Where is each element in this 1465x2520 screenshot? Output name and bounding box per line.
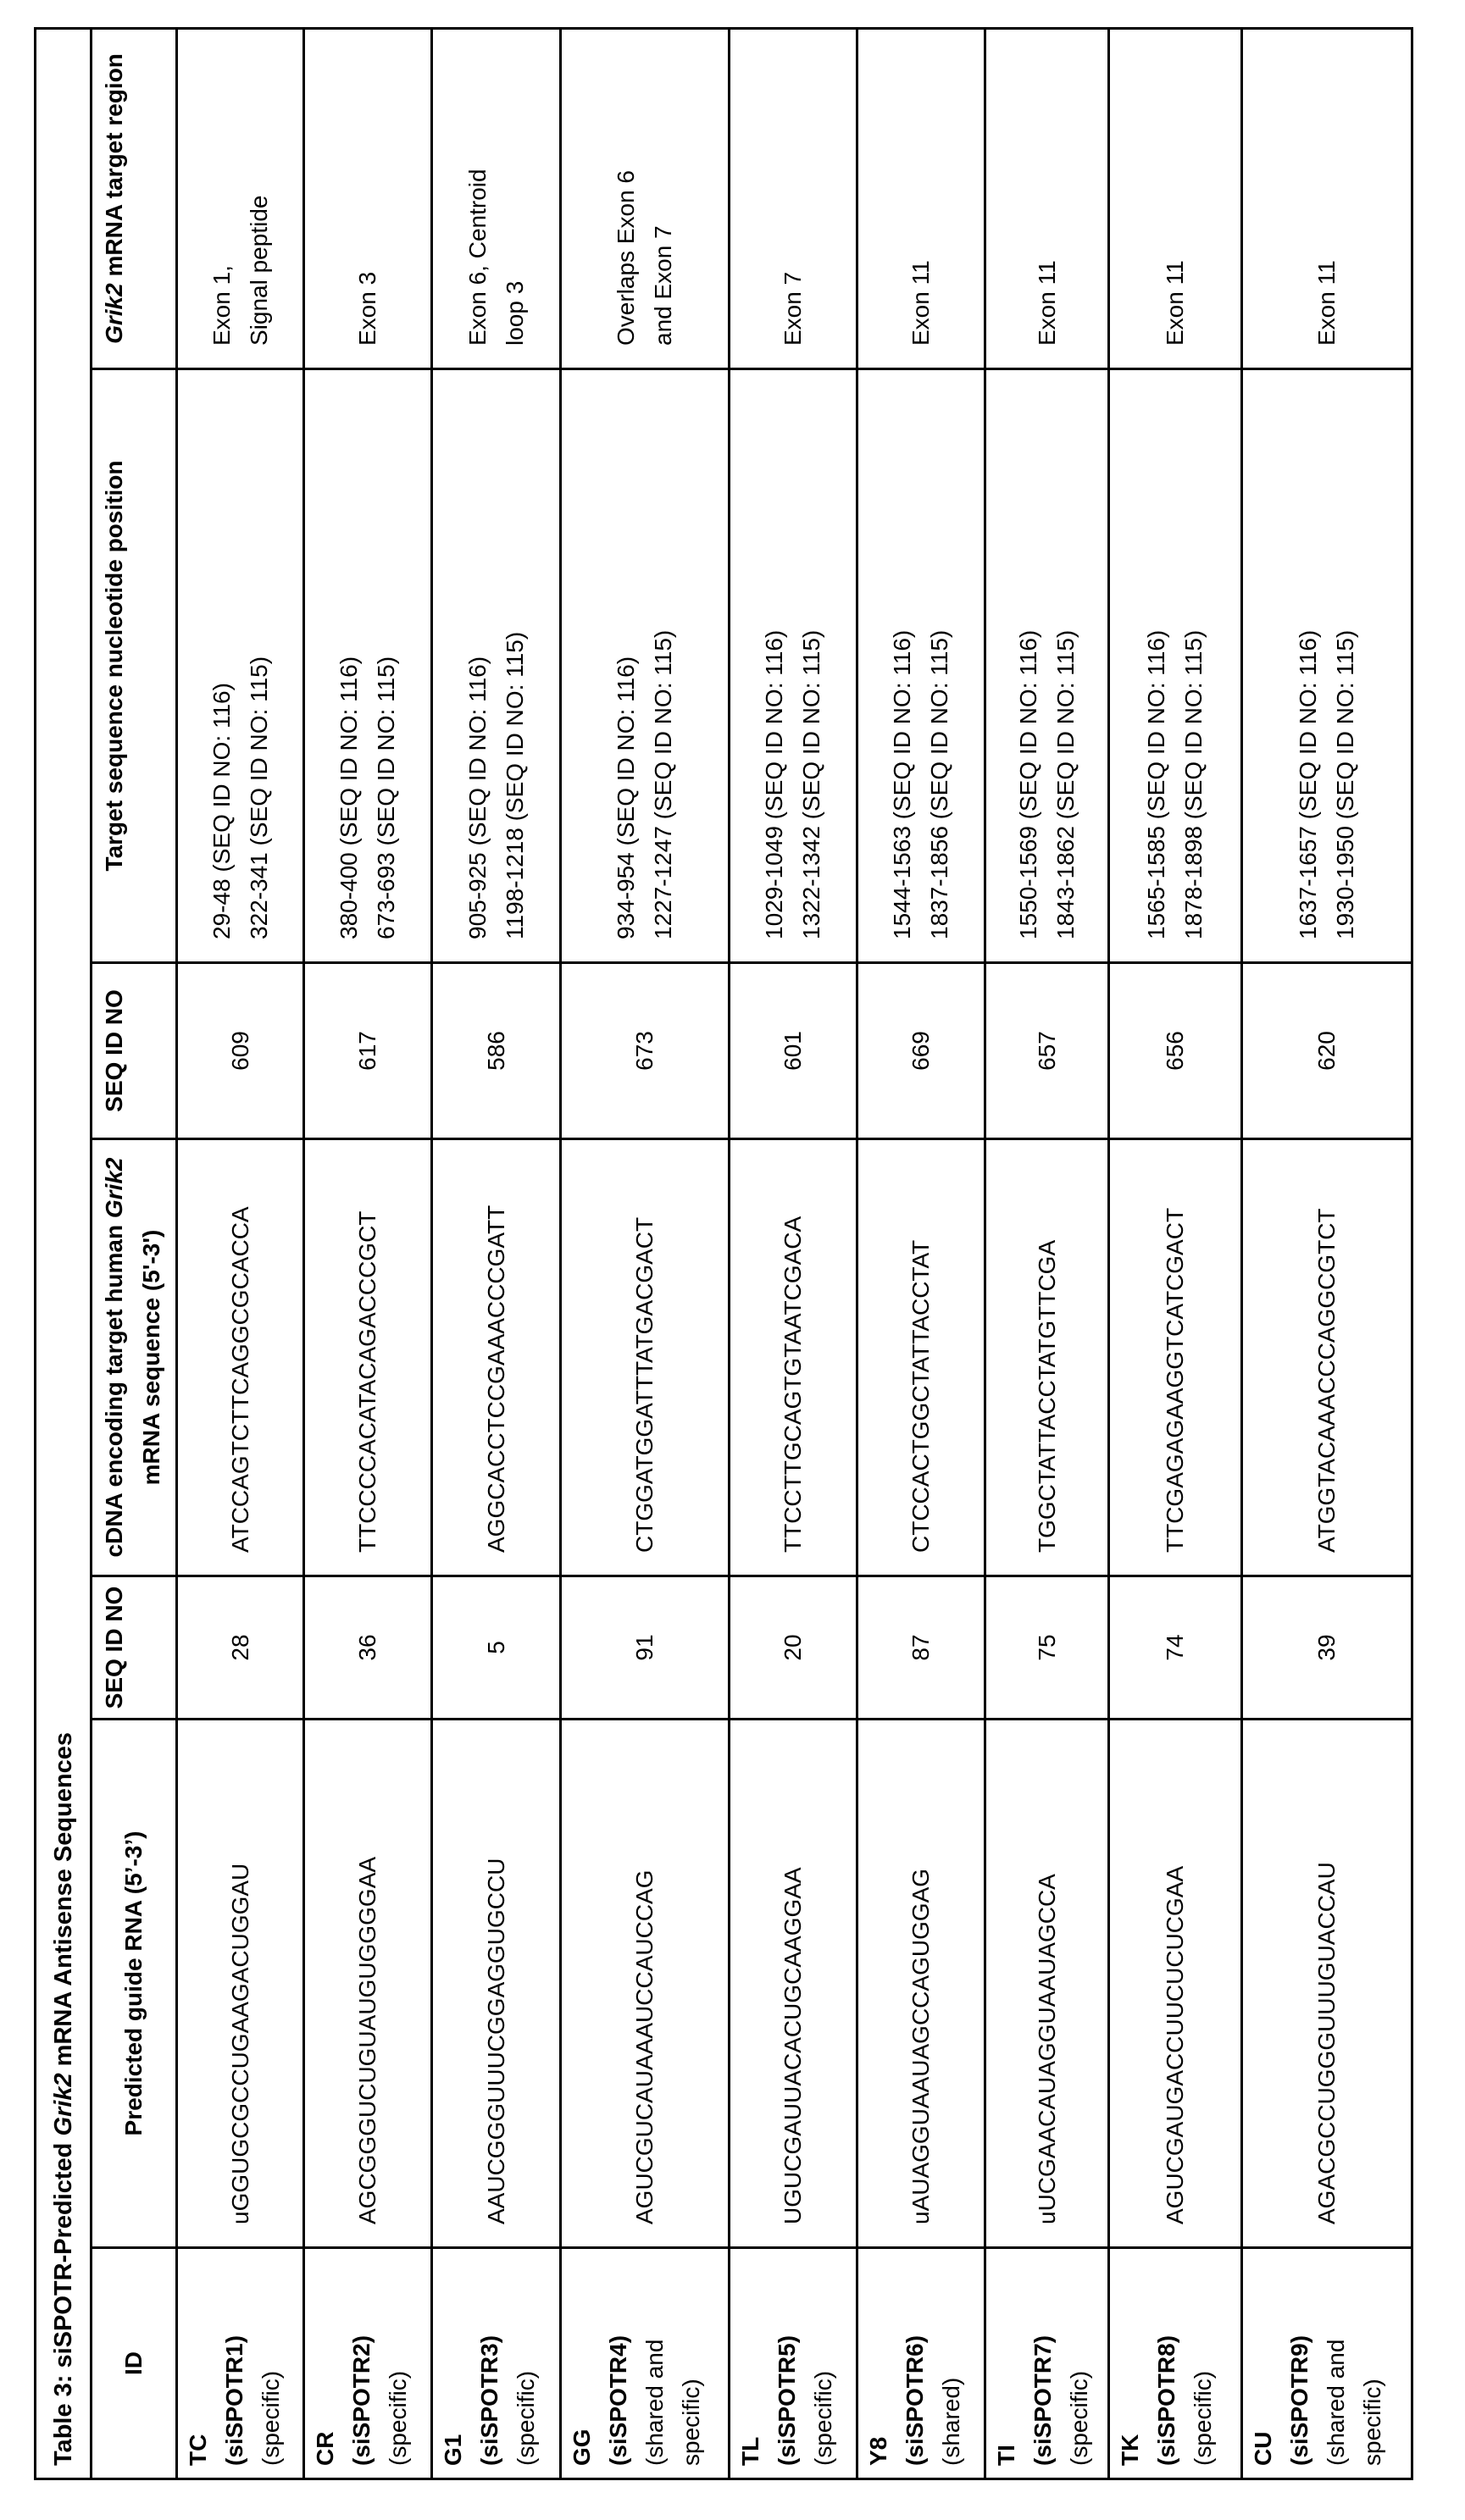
header-cdna-prefix: cDNA encoding target human [101, 1218, 127, 1557]
position-line-2: 1198-1218 (SEQ ID NO: 115) [502, 632, 528, 939]
region-line-1: Overlaps Exon 6 [613, 170, 639, 346]
header-cdna-gene: Grik2 [101, 1158, 127, 1219]
guide-rna-sequence: uGGUGCGCCUGAAGACUGGAU [227, 1864, 253, 2224]
position-line-1: 1565-1585 (SEQ ID NO: 116) [1143, 630, 1169, 939]
region-cell [304, 28, 432, 368]
cdna-cell [1242, 1139, 1412, 1576]
specificity-note: (specific) [1190, 2371, 1216, 2466]
header-region [92, 28, 177, 368]
guide-seq-id: 91 [631, 1634, 658, 1660]
guide-seq-id: 28 [227, 1634, 253, 1660]
region-cell [730, 28, 857, 368]
id-cell [1242, 2248, 1412, 2479]
position-line-1: 905-925 (SEQ ID NO: 116) [464, 656, 491, 939]
row-id: G1 [440, 2434, 466, 2466]
cdna-seq-id: 673 [631, 1031, 658, 1071]
cdna-sequence: TTCCCCACATACAGACCCGCT [354, 1211, 380, 1553]
cdna-cell [304, 1139, 432, 1576]
cdna-sequence: ATGGTACAAACCCAGGCGTCT [1313, 1208, 1340, 1553]
seq-id-cell [857, 963, 985, 1139]
specificity-note: (specific) [1066, 2371, 1092, 2466]
position-line-2: 1837-1856 (SEQ ID NO: 115) [926, 630, 952, 939]
position-line-2: 1930-1950 (SEQ ID NO: 115) [1332, 630, 1358, 939]
cdna-seq-id: 656 [1162, 1031, 1188, 1071]
region-cell [561, 28, 730, 368]
seq-id-cell [730, 963, 857, 1139]
guide-rna-cell [561, 1720, 730, 2248]
seq-id-cell [177, 963, 304, 1139]
guide-rna-sequence: uAUAGGUAAUAGCCAGUGGAG [907, 1869, 934, 2224]
cdna-sequence: ATCCAGTCTTCAGGCGCACCA [227, 1206, 253, 1553]
guide-rna-cell [730, 1720, 857, 2248]
guide-rna-sequence: AGUCGAUGACCUUCUCUCGAA [1162, 1866, 1188, 2224]
cdna-cell [1109, 1139, 1242, 1576]
position-line-2: 1322-1342 (SEQ ID NO: 115) [798, 630, 824, 939]
region-cell [857, 28, 985, 368]
row-id: Y8 [865, 2437, 891, 2466]
cdna-seq-id: 669 [907, 1031, 934, 1071]
region-line-2: loop 3 [502, 281, 528, 346]
position-line-1: 380-400 (SEQ ID NO: 116) [336, 656, 362, 939]
specificity-note: (shared and specific) [641, 2340, 704, 2466]
sispotr-name: (siSPOTR8) [1153, 2335, 1179, 2466]
region-line-2: Signal peptide [246, 196, 272, 346]
guide-rna-sequence: AGCGGGUCUGUAUGUGGGGAA [354, 1857, 380, 2224]
position-line-1: 1544-1563 (SEQ ID NO: 116) [889, 630, 915, 939]
cdna-cell [857, 1139, 985, 1576]
cdna-cell [561, 1139, 730, 1576]
seq-id-cell [304, 1576, 432, 1720]
header-region-gene: Grik2 [101, 283, 127, 344]
guide-rna-cell [1242, 1720, 1412, 2248]
guide-seq-id: 74 [1162, 1634, 1188, 1660]
region-line-1: Exon 3 [354, 272, 380, 346]
table-row [304, 28, 432, 2478]
seq-id-cell [857, 1576, 985, 1720]
specificity-note: (shared and specific) [1323, 2340, 1385, 2466]
id-cell [304, 2248, 432, 2479]
header-cdna-suffix: mRNA sequence (5'-3') [138, 1230, 164, 1486]
cdna-seq-id: 657 [1034, 1031, 1060, 1071]
table-row [1242, 28, 1412, 2478]
seq-id-cell [304, 963, 432, 1139]
id-cell [985, 2248, 1109, 2479]
table-row [730, 28, 857, 2478]
id-cell [857, 2248, 985, 2479]
region-line-1: Exon 1, [208, 265, 235, 346]
specificity-note: (shared) [938, 2378, 964, 2466]
region-line-1: Exon 11 [1162, 260, 1188, 346]
region-line-1: Exon 11 [907, 260, 934, 346]
position-line-1: 934-954 (SEQ ID NO: 116) [613, 656, 639, 939]
position-line-1: 29-48 (SEQ ID NO: 116) [208, 683, 235, 939]
header-row [92, 28, 177, 2478]
table-row [857, 28, 985, 2478]
seq-id-cell [1242, 1576, 1412, 1720]
region-cell [177, 28, 304, 368]
guide-seq-id: 5 [483, 1641, 509, 1654]
id-cell [561, 2248, 730, 2479]
cdna-seq-id: 601 [780, 1031, 806, 1071]
seq-id-cell [730, 1576, 857, 1720]
row-id: TC [185, 2434, 211, 2466]
seq-id-cell [1109, 963, 1242, 1139]
position-line-1: 1637-1657 (SEQ ID NO: 116) [1295, 630, 1321, 939]
region-cell [985, 28, 1109, 368]
header-guide: Predicted guide RNA (5’-3’) [92, 1720, 177, 2248]
title-prefix: Table 3: siSPOTR-Predicted [50, 2136, 77, 2466]
row-id: CU [1250, 2432, 1276, 2466]
target-position-cell [1109, 369, 1242, 963]
cdna-seq-id: 609 [227, 1031, 253, 1071]
sispotr-name: (siSPOTR4) [605, 2335, 631, 2466]
sispotr-name: (siSPOTR1) [221, 2335, 247, 2466]
id-cell [177, 2248, 304, 2479]
seq-id-cell [1242, 963, 1412, 1139]
seq-id-cell [432, 963, 561, 1139]
seq-id-cell [432, 1576, 561, 1720]
guide-rna-sequence: uUCGAACAUAGGUAAUAGCCA [1034, 1874, 1060, 2224]
seq-id-cell [1109, 1576, 1242, 1720]
position-line-1: 1029-1049 (SEQ ID NO: 116) [761, 630, 787, 939]
seq-id-cell [561, 963, 730, 1139]
cdna-sequence: CTGGATGGATTTATGACGACT [631, 1217, 658, 1553]
cdna-cell [177, 1139, 304, 1576]
rotated-table-page [34, 30, 1411, 2480]
header-seq-id-2: SEQ ID NO [92, 963, 177, 1139]
cdna-cell [432, 1139, 561, 1576]
specificity-note: (specific) [385, 2371, 411, 2466]
target-position-cell [561, 369, 730, 963]
position-line-2: 1843-1862 (SEQ ID NO: 115) [1052, 630, 1079, 939]
target-position-cell [857, 369, 985, 963]
position-line-1: 1550-1569 (SEQ ID NO: 116) [1015, 630, 1041, 939]
sispotr-name: (siSPOTR9) [1286, 2335, 1312, 2466]
region-line-1: Exon 11 [1313, 260, 1340, 346]
cdna-sequence: TTCGAGAGAAGGTCATCGACT [1162, 1208, 1188, 1553]
guide-rna-cell [1109, 1720, 1242, 2248]
position-line-2: 1878-1898 (SEQ ID NO: 115) [1180, 630, 1207, 939]
cdna-sequence: TTCCTTGCAGTGTAATCGACA [780, 1216, 806, 1553]
seq-id-cell [561, 1576, 730, 1720]
title-suffix: mRNA Antisense Sequences [50, 1732, 77, 2073]
guide-seq-id: 39 [1313, 1634, 1340, 1660]
cdna-seq-id: 617 [354, 1031, 380, 1071]
target-position-cell [985, 369, 1109, 963]
cdna-sequence: AGGCACCTCCGAAACCCGATT [483, 1205, 509, 1553]
guide-rna-cell [432, 1720, 561, 2248]
cdna-cell [985, 1139, 1109, 1576]
target-position-cell [177, 369, 304, 963]
seq-id-cell [985, 1576, 1109, 1720]
region-line-1: Exon 6, Centroid [464, 169, 491, 346]
guide-seq-id: 36 [354, 1634, 380, 1660]
region-cell [1109, 28, 1242, 368]
region-line-1: Exon 7 [780, 272, 806, 346]
region-line-1: Exon 11 [1034, 260, 1060, 346]
header-cdna [92, 1139, 177, 1576]
guide-rna-sequence: AAUCGGGUUUCGGAGGUGCCU [483, 1858, 509, 2224]
header-target-position: Target sequence nucleotide position [92, 369, 177, 963]
cdna-seq-id: 586 [483, 1031, 509, 1071]
id-cell [1109, 2248, 1242, 2479]
guide-rna-cell [177, 1720, 304, 2248]
table-row [985, 28, 1109, 2478]
target-position-cell [304, 369, 432, 963]
specificity-note: (specific) [513, 2371, 539, 2466]
region-cell [432, 28, 561, 368]
sispotr-table [34, 27, 1413, 2480]
cdna-sequence: CTCCACTGGCTATTACCTAT [907, 1240, 934, 1553]
seq-id-cell [177, 1576, 304, 1720]
sispotr-name: (siSPOTR7) [1029, 2335, 1056, 2466]
table-row [561, 28, 730, 2478]
row-id: TL [737, 2437, 763, 2466]
row-id: TK [1117, 2434, 1143, 2466]
header-seq-id-1: SEQ ID NO [92, 1576, 177, 1720]
specificity-note: (specific) [810, 2371, 836, 2466]
guide-rna-sequence: AGUCGUCAUAAAUCCAUCCAG [631, 1870, 658, 2225]
sispotr-name: (siSPOTR5) [774, 2335, 800, 2466]
target-position-cell [432, 369, 561, 963]
header-region-suffix: mRNA target region [101, 53, 127, 283]
guide-rna-cell [304, 1720, 432, 2248]
position-line-2: 322-341 (SEQ ID NO: 115) [246, 656, 272, 939]
sispotr-name: (siSPOTR2) [348, 2335, 375, 2466]
row-id: GG [569, 2429, 595, 2466]
guide-rna-cell [985, 1720, 1109, 2248]
row-id: CR [312, 2432, 338, 2466]
table-title [36, 28, 92, 2478]
position-line-2: 673-693 (SEQ ID NO: 115) [373, 656, 399, 939]
id-cell [730, 2248, 857, 2479]
sispotr-name: (siSPOTR3) [476, 2335, 502, 2466]
id-cell [432, 2248, 561, 2479]
title-gene: Grik2 [50, 2073, 77, 2135]
guide-seq-id: 87 [907, 1634, 934, 1660]
table-row [432, 28, 561, 2478]
target-position-cell [730, 369, 857, 963]
sispotr-name: (siSPOTR6) [902, 2335, 928, 2466]
guide-rna-cell [857, 1720, 985, 2248]
region-cell [1242, 28, 1412, 368]
guide-seq-id: 20 [780, 1634, 806, 1660]
header-id: ID [92, 2248, 177, 2479]
cdna-sequence: TGGCTATTACCTATGTTCGA [1034, 1240, 1060, 1553]
cdna-seq-id: 620 [1313, 1031, 1340, 1071]
guide-rna-sequence: UGUCGAUUACACUGCAAGGAA [780, 1867, 806, 2224]
target-position-cell [1242, 369, 1412, 963]
guide-seq-id: 75 [1034, 1634, 1060, 1660]
row-id: TI [993, 2445, 1019, 2466]
table-row [1109, 28, 1242, 2478]
cdna-cell [730, 1139, 857, 1576]
region-line-2: and Exon 7 [650, 225, 676, 346]
table-row [177, 28, 304, 2478]
guide-rna-sequence: AGACGCCUGGGUUUGUACCAU [1313, 1862, 1340, 2224]
seq-id-cell [985, 963, 1109, 1139]
position-line-2: 1227-1247 (SEQ ID NO: 115) [650, 630, 676, 939]
specificity-note: (specific) [258, 2371, 284, 2466]
